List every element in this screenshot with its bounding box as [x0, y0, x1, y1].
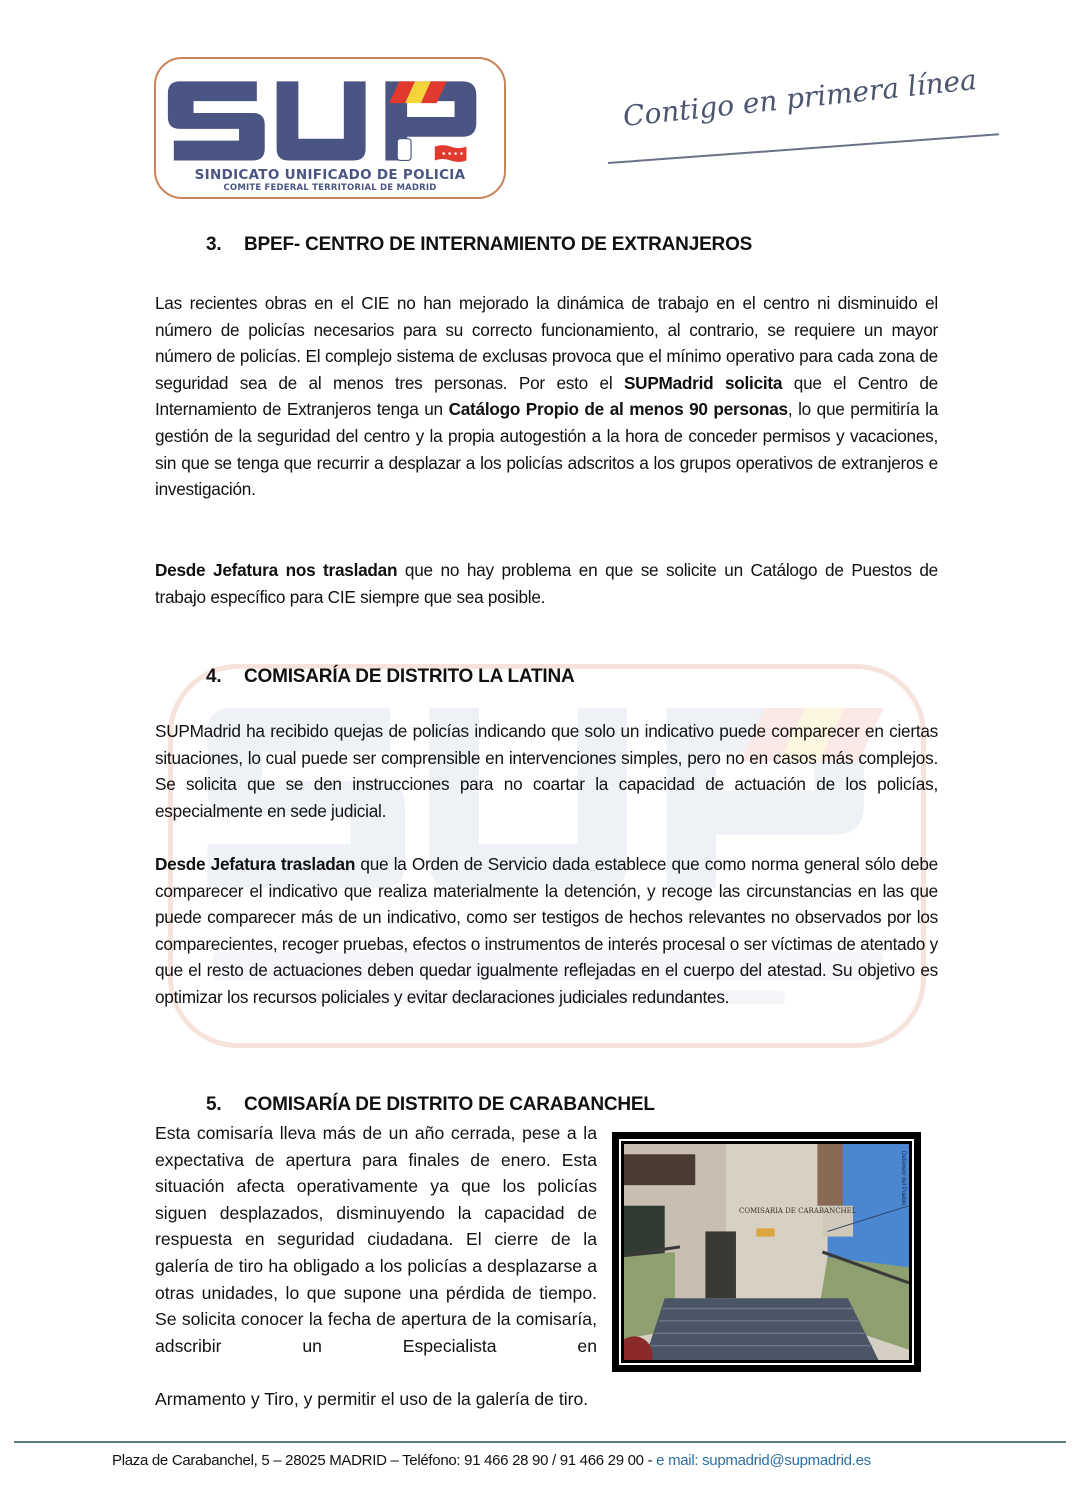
section-heading-3 [206, 233, 752, 257]
section-4-paragraph-1 [155, 718, 938, 824]
slogan: Contigo en primera línea [621, 63, 979, 134]
comisaria-carabanchel-photo [612, 1132, 921, 1372]
text-run: SUPMadrid ha recibido quejas de policías indicando que solo un indicativo puede comparecer en ciertas situaciones, lo cual puede ser comprensible en intervenciones simples, pero no en casos más complejos. Se solicita que se den instrucciones para no coartar la capacidad de actuación de los policías, especialmente en sede judicial. [155, 721, 938, 821]
text-run: Las recientes obras en el CIE no han mejorado la dinámica de trabajo en el centro ni disminuido el número de policías necesarios para su correcto funcionamiento, al contrario, se requiere un mayor número de policías. El complejo sistema de exclusas provoca que el mínimo operativo para cada zona de seguridad sea de al menos tres personas. Por esto el [155, 293, 938, 393]
section-number: 5. [206, 1094, 222, 1115]
section-heading-5 [206, 1093, 655, 1117]
sup-logo [154, 57, 506, 199]
text-run: que no hay problema en que se solicite un Catálogo de Puestos de trabajo específico para CIE siempre que sea posible. [155, 560, 938, 607]
section-title: BPEF- CENTRO DE INTERNAMIENTO DE EXTRANJEROS [244, 234, 753, 255]
section-title: COMISARÍA DE DISTRITO DE CARABANCHEL [244, 1094, 655, 1115]
photo-inner-border [619, 1139, 914, 1365]
photo-image [624, 1144, 909, 1360]
section-number: 4. [206, 666, 222, 687]
footer-contact [112, 1452, 871, 1470]
logo-org-name: SINDICATO UNIFICADO DE POLICIA [194, 167, 466, 183]
bold-text-run: SUPMadrid solicita [623, 372, 783, 393]
section-5-paragraph-last-line [155, 1386, 675, 1413]
section-number: 3. [206, 234, 222, 255]
logo-subtitle: COMITE FEDERAL TERRITORIAL DE MADRID [223, 183, 437, 193]
section-heading-4 [206, 665, 575, 689]
footer-email-link[interactable]: e mail: supmadrid@supmadrid.es [656, 1452, 871, 1469]
section-5-paragraph-wrapped [155, 1120, 597, 1359]
text-run: que el Centro de Internamiento de Extranjeros tenga un [155, 372, 938, 420]
section-4-paragraph-2 [155, 851, 938, 1011]
section-3-paragraph-1 [155, 290, 938, 503]
footer-address: Plaza de Carabanchel, 5 – 28025 MADRID – Teléfono: 91 466 28 90 / 91 466 29 00 - [112, 1452, 653, 1469]
footer-divider [14, 1441, 1066, 1443]
photo-credit: Defensor del Pueblo [900, 1151, 906, 1206]
photo-sign-text: COMISARIA DE CARABANCHEL [739, 1207, 857, 1215]
text-run: que la Orden de Servicio dada establece que como norma general sólo debe comparecer el indicativo que realiza materialmente la detención, y recoge las circunstancias en las que puede comparecer más de un indicativo, como ser testigos de hechos relevantes no observados por los comparecientes, recoger pruebas, efectos o instrumentos de interés procesal o ser víctimas de atentado y que el resto de actuaciones deben quedar igualmente reflejadas en el cuerpo del atestad. Su objetivo es optimizar los recursos policiales y evitar declaraciones judiciales redundantes. [155, 854, 938, 1007]
text-run: Armamento y Tiro, y permitir el uso de la galería de tiro. [155, 1389, 589, 1409]
bold-text-run: Desde Jefatura nos trasladan [155, 560, 398, 580]
section-title: COMISARÍA DE DISTRITO LA LATINA [244, 666, 575, 687]
bold-text-run: Desde Jefatura trasladan [155, 854, 356, 874]
sup-logo-graphic [156, 59, 504, 167]
bold-text-run: Catálogo Propio de al menos 90 personas [448, 399, 788, 420]
section-3-paragraph-2 [155, 557, 938, 610]
text-run: , lo que permitiría la gestión de la seguridad del centro y la propia autogestión a la hora de conceder permisos y vacaciones, sin que se tenga que recurrir a desplazar a los policías adscritos a los grupos operativos de extranjeros e investigación. [155, 399, 939, 500]
text-run: Esta comisaría lleva más de un año cerrada, pese a la expectativa de apertura para finales de enero. Esta situación afecta operativamente ya que los policías siguen desplazados, disminuyendo la capacidad de respuesta en seguridad ciudadana. El cierre de la galería de tiro ha obligado a los policías a desplazarse a otras unidades, lo que supone una pérdida de tiempo. Se solicita conocer la fecha de apertura de la comisaría, adscribir un Especialista en [155, 1123, 597, 1356]
slogan-underline [608, 133, 999, 164]
